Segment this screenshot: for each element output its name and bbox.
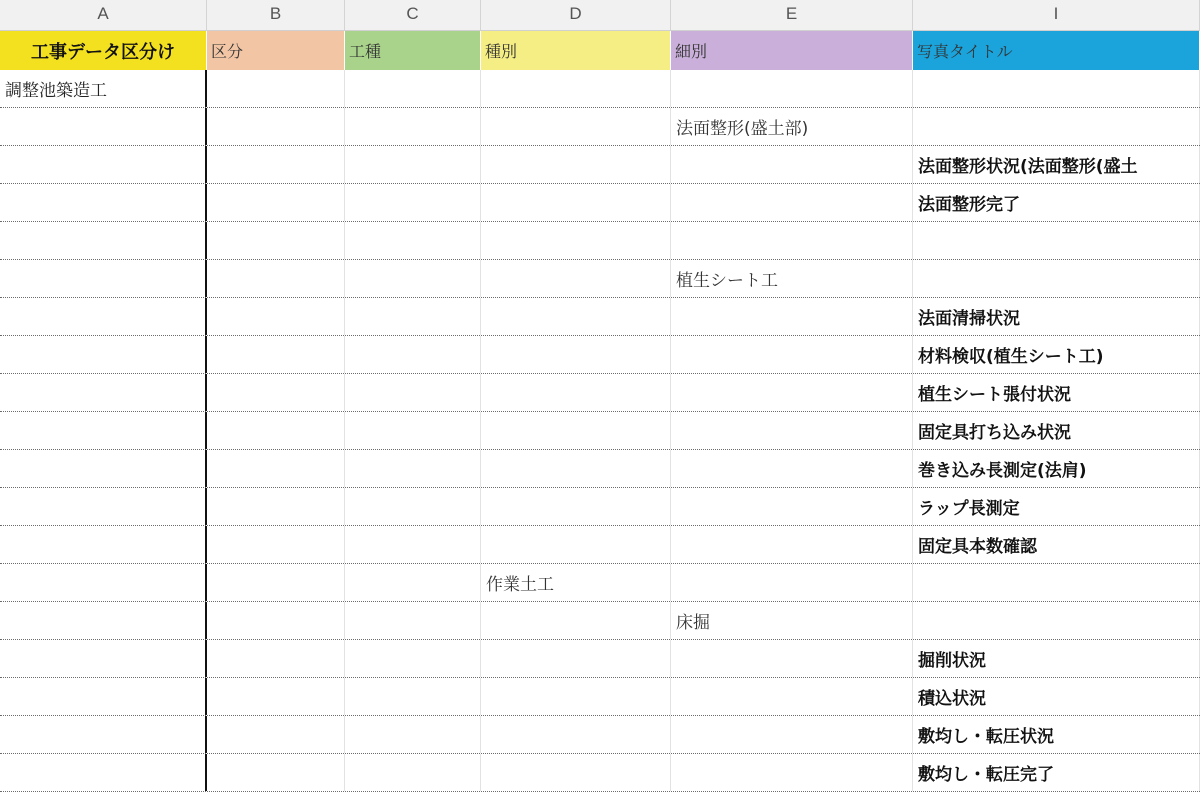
cell-e[interactable]: 床掘 xyxy=(671,602,913,639)
cell-b[interactable] xyxy=(207,716,345,753)
table-row xyxy=(0,526,1200,564)
cell-c[interactable] xyxy=(345,298,481,335)
cell-c[interactable] xyxy=(345,108,481,145)
cell-e[interactable] xyxy=(671,678,913,715)
cell-c[interactable] xyxy=(345,146,481,183)
cell-e[interactable] xyxy=(671,298,913,335)
cell-i[interactable]: 掘削状況 xyxy=(913,640,1200,677)
cell-e[interactable] xyxy=(671,716,913,753)
cell-b[interactable] xyxy=(207,412,345,449)
table-row xyxy=(0,260,1200,298)
cell-c[interactable] xyxy=(345,564,481,601)
cell-c[interactable] xyxy=(345,260,481,297)
cell-e[interactable] xyxy=(671,222,913,259)
cell-c[interactable] xyxy=(345,184,481,221)
cell-d[interactable] xyxy=(481,108,671,145)
cell-i[interactable]: 敷均し・転圧完了 xyxy=(913,754,1200,791)
cell-d[interactable] xyxy=(481,146,671,183)
cell-e[interactable] xyxy=(671,640,913,677)
cell-a[interactable] xyxy=(0,222,207,259)
cell-e[interactable] xyxy=(671,754,913,791)
cell-e[interactable] xyxy=(671,374,913,411)
cell-a[interactable] xyxy=(0,716,207,753)
column-header-e[interactable]: E xyxy=(671,0,913,30)
cell-a[interactable] xyxy=(0,374,207,411)
cell-d[interactable]: 作業土工 xyxy=(481,564,671,601)
column-header-i[interactable]: I xyxy=(913,0,1200,30)
table-row xyxy=(0,678,1200,716)
cell-a[interactable] xyxy=(0,602,207,639)
table-row xyxy=(0,108,1200,146)
cell-a[interactable] xyxy=(0,754,207,791)
cell-c[interactable] xyxy=(345,640,481,677)
cell-a[interactable] xyxy=(0,184,207,221)
cell-b[interactable] xyxy=(207,146,345,183)
cell-i[interactable] xyxy=(913,564,1200,601)
cell-d[interactable] xyxy=(481,70,671,107)
cell-a[interactable] xyxy=(0,526,207,563)
header-cell-subkind[interactable]: 細別 xyxy=(671,31,913,70)
column-header-d[interactable]: D xyxy=(481,0,671,30)
cell-i[interactable] xyxy=(913,108,1200,145)
cell-c[interactable] xyxy=(345,222,481,259)
header-cell-division[interactable]: 区分 xyxy=(207,31,345,70)
cell-i[interactable]: ラップ長測定 xyxy=(913,488,1200,525)
cell-a[interactable] xyxy=(0,336,207,373)
cell-b[interactable] xyxy=(207,450,345,487)
cell-c[interactable] xyxy=(345,336,481,373)
column-header-c[interactable]: C xyxy=(345,0,481,30)
cell-e[interactable] xyxy=(671,412,913,449)
column-header-a[interactable]: A xyxy=(0,0,207,30)
cell-i[interactable] xyxy=(913,260,1200,297)
cell-i[interactable]: 積込状況 xyxy=(913,678,1200,715)
table-row xyxy=(0,374,1200,412)
cell-d[interactable] xyxy=(481,488,671,525)
cell-b[interactable] xyxy=(207,678,345,715)
cell-a[interactable] xyxy=(0,678,207,715)
cell-b[interactable] xyxy=(207,526,345,563)
cell-d[interactable] xyxy=(481,640,671,677)
cell-b[interactable] xyxy=(207,70,345,107)
cell-d[interactable] xyxy=(481,678,671,715)
cell-a[interactable]: 調整池築造工 xyxy=(0,70,207,107)
header-cell-data-category[interactable]: 工事データ区分け xyxy=(0,31,207,70)
cell-a[interactable] xyxy=(0,450,207,487)
data-grid xyxy=(0,70,1200,792)
table-row xyxy=(0,450,1200,488)
cell-a[interactable] xyxy=(0,564,207,601)
cell-i[interactable]: 敷均し・転圧状況 xyxy=(913,716,1200,753)
cell-b[interactable] xyxy=(207,602,345,639)
cell-d[interactable] xyxy=(481,260,671,297)
table-header-row xyxy=(0,31,1200,70)
cell-c[interactable] xyxy=(345,716,481,753)
cell-b[interactable] xyxy=(207,336,345,373)
cell-i[interactable] xyxy=(913,222,1200,259)
cell-c[interactable] xyxy=(345,488,481,525)
cell-i[interactable]: 植生シート張付状況 xyxy=(913,374,1200,411)
table-row xyxy=(0,336,1200,374)
column-header-bar xyxy=(0,0,1200,31)
cell-b[interactable] xyxy=(207,564,345,601)
cell-d[interactable] xyxy=(481,450,671,487)
cell-e[interactable]: 植生シート工 xyxy=(671,260,913,297)
table-row xyxy=(0,412,1200,450)
table-row xyxy=(0,754,1200,792)
cell-b[interactable] xyxy=(207,374,345,411)
cell-a[interactable] xyxy=(0,146,207,183)
cell-i[interactable] xyxy=(913,602,1200,639)
header-cell-kind[interactable]: 種別 xyxy=(481,31,671,70)
cell-i[interactable]: 巻き込み長測定(法肩) xyxy=(913,450,1200,487)
cell-d[interactable] xyxy=(481,716,671,753)
table-row xyxy=(0,70,1200,108)
cell-a[interactable] xyxy=(0,488,207,525)
cell-e[interactable] xyxy=(671,450,913,487)
column-header-b[interactable]: B xyxy=(207,0,345,30)
cell-i[interactable]: 固定具打ち込み状況 xyxy=(913,412,1200,449)
cell-i[interactable]: 材料検収(植生シート工) xyxy=(913,336,1200,373)
header-cell-photo-title[interactable]: 写真タイトル xyxy=(913,31,1200,70)
table-row xyxy=(0,146,1200,184)
cell-b[interactable] xyxy=(207,184,345,221)
cell-d[interactable] xyxy=(481,602,671,639)
table-row xyxy=(0,184,1200,222)
cell-c[interactable] xyxy=(345,450,481,487)
cell-i[interactable]: 法面整形完了 xyxy=(913,184,1200,221)
cell-c[interactable] xyxy=(345,754,481,791)
cell-i[interactable] xyxy=(913,70,1200,107)
cell-b[interactable] xyxy=(207,754,345,791)
cell-e[interactable]: 法面整形(盛土部) xyxy=(671,108,913,145)
cell-d[interactable] xyxy=(481,374,671,411)
cell-a[interactable] xyxy=(0,298,207,335)
cell-c[interactable] xyxy=(345,412,481,449)
cell-b[interactable] xyxy=(207,260,345,297)
cell-e[interactable] xyxy=(671,564,913,601)
cell-c[interactable] xyxy=(345,526,481,563)
cell-c[interactable] xyxy=(345,678,481,715)
cell-d[interactable] xyxy=(481,184,671,221)
table-row xyxy=(0,602,1200,640)
table-row xyxy=(0,716,1200,754)
cell-b[interactable] xyxy=(207,488,345,525)
cell-d[interactable] xyxy=(481,298,671,335)
cell-a[interactable] xyxy=(0,640,207,677)
cell-e[interactable] xyxy=(671,488,913,525)
cell-b[interactable] xyxy=(207,640,345,677)
cell-e[interactable] xyxy=(671,184,913,221)
table-row xyxy=(0,222,1200,260)
cell-b[interactable] xyxy=(207,298,345,335)
cell-e[interactable] xyxy=(671,526,913,563)
cell-a[interactable] xyxy=(0,412,207,449)
cell-b[interactable] xyxy=(207,222,345,259)
cell-e[interactable] xyxy=(671,70,913,107)
table-row xyxy=(0,564,1200,602)
cell-d[interactable] xyxy=(481,526,671,563)
cell-c[interactable] xyxy=(345,70,481,107)
cell-d[interactable] xyxy=(481,412,671,449)
table-row xyxy=(0,640,1200,678)
cell-d[interactable] xyxy=(481,754,671,791)
cell-e[interactable] xyxy=(671,146,913,183)
cell-c[interactable] xyxy=(345,602,481,639)
cell-c[interactable] xyxy=(345,374,481,411)
table-row xyxy=(0,298,1200,336)
cell-b[interactable] xyxy=(207,108,345,145)
cell-e[interactable] xyxy=(671,336,913,373)
cell-a[interactable] xyxy=(0,108,207,145)
header-cell-work-type[interactable]: 工種 xyxy=(345,31,481,70)
cell-i[interactable]: 法面清掃状況 xyxy=(913,298,1200,335)
cell-i[interactable]: 法面整形状況(法面整形(盛土 xyxy=(913,146,1200,183)
cell-a[interactable] xyxy=(0,260,207,297)
cell-i[interactable]: 固定具本数確認 xyxy=(913,526,1200,563)
cell-d[interactable] xyxy=(481,336,671,373)
table-row xyxy=(0,488,1200,526)
cell-d[interactable] xyxy=(481,222,671,259)
